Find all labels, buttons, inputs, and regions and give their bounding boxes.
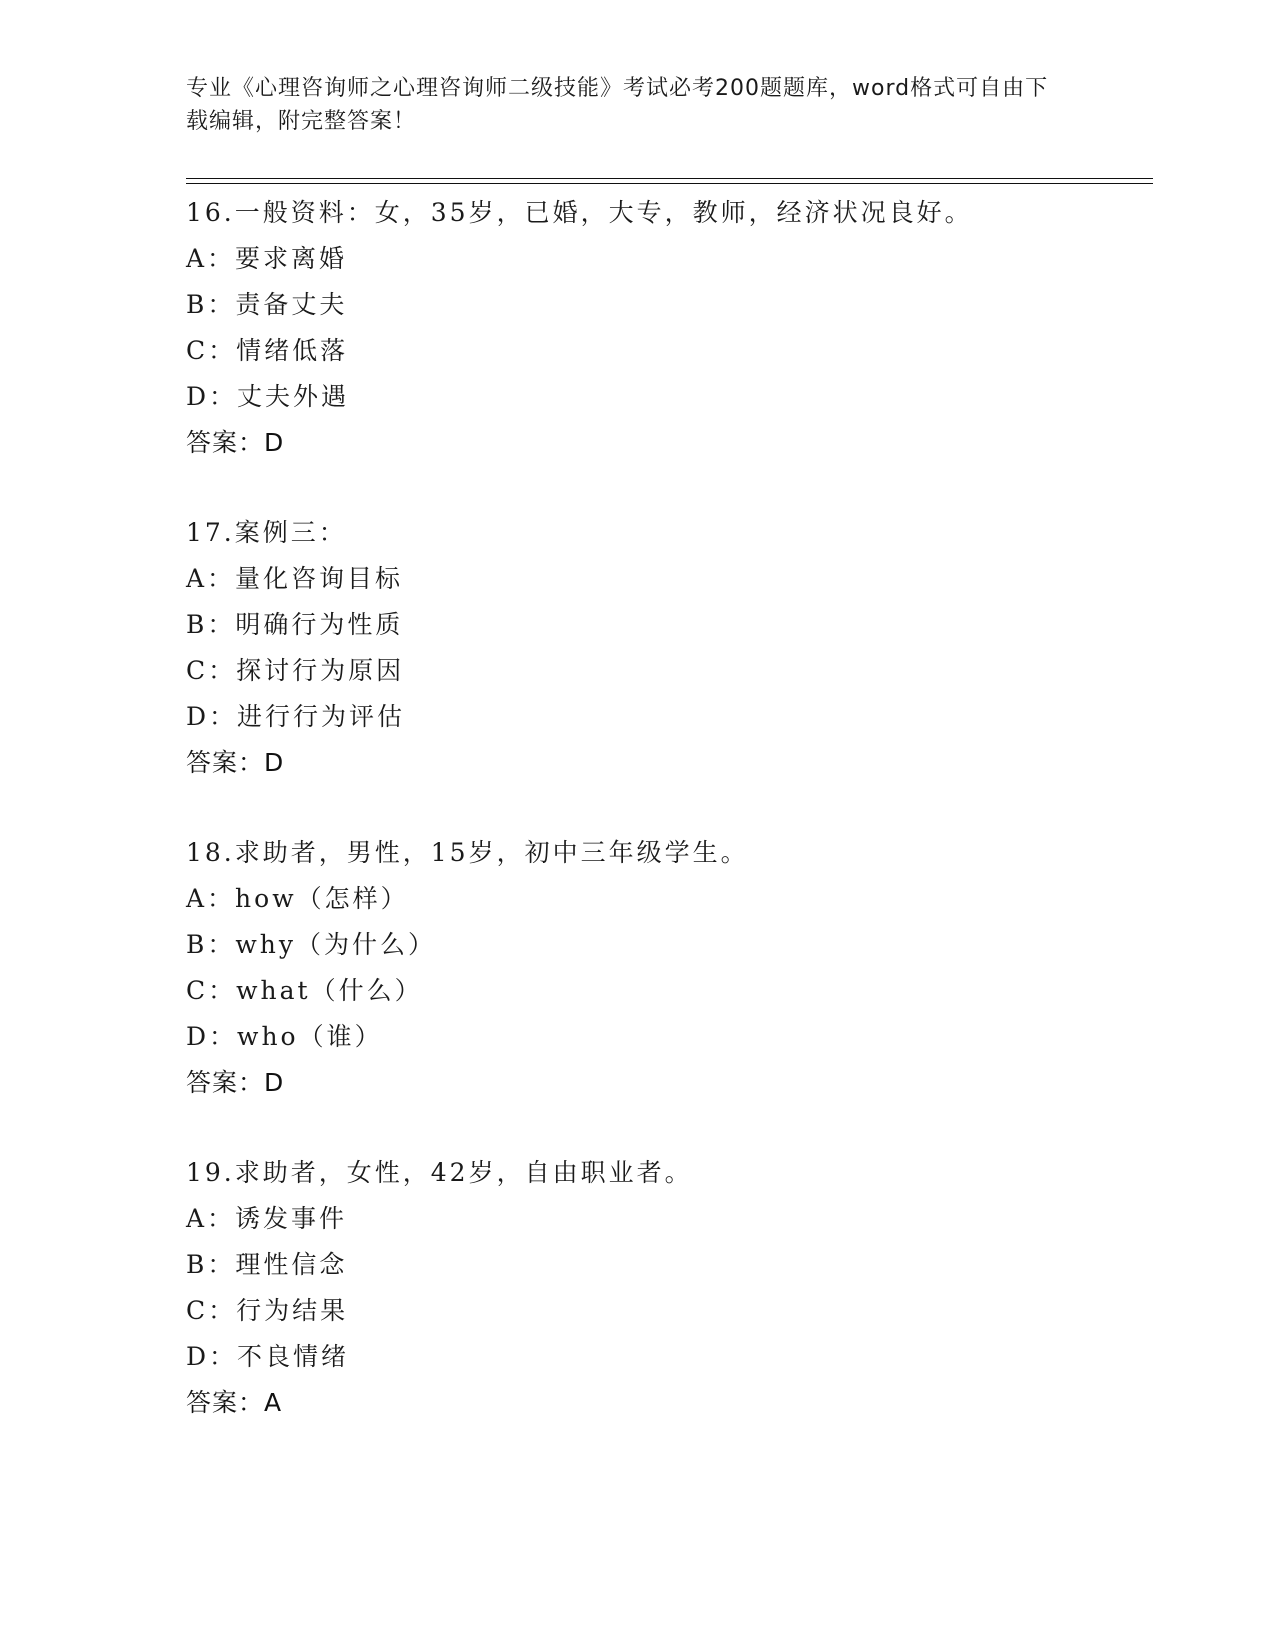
option-d: D：进行行为评估: [186, 702, 406, 731]
option-b: B：理性信念: [186, 1250, 348, 1279]
option-d: D：不良情绪: [186, 1342, 350, 1371]
option-b: B：责备丈夫: [186, 290, 348, 319]
question-stem: 16.一般资料：女，35岁，已婚，大专，教师，经济状况良好。: [186, 198, 973, 227]
document-header: 专业《心理咨询师之心理咨询师二级技能》考试必考200题题库，word格式可自由下载编辑，附完整答案！: [186, 76, 1049, 134]
option-d: D：丈夫外遇: [186, 382, 350, 411]
option-c: C：情绪低落: [186, 336, 349, 365]
header-divider-bottom: [186, 183, 1153, 184]
option-c: C：探讨行为原因: [186, 656, 405, 685]
option-a: A：诱发事件: [186, 1204, 348, 1233]
answer-line: 答案：D: [186, 428, 285, 457]
answer-line: 答案：D: [186, 748, 285, 777]
answer-line: 答案：D: [186, 1068, 285, 1097]
option-c: C：what（什么）: [186, 976, 423, 1005]
question-stem: 18.求助者，男性，15岁，初中三年级学生。: [186, 838, 749, 867]
option-b: B：明确行为性质: [186, 610, 404, 639]
question-17: [186, 510, 1146, 786]
question-stem: 17.案例三：: [186, 518, 347, 547]
answer-line: 答案：A: [186, 1388, 283, 1417]
header-divider-top: [186, 178, 1153, 179]
option-d: D：who（谁）: [186, 1022, 383, 1051]
question-stem: 19.求助者，女性，42岁，自由职业者。: [186, 1158, 693, 1187]
option-a: A：要求离婚: [186, 244, 348, 273]
question-16: [186, 190, 1146, 466]
option-a: A：量化咨询目标: [186, 564, 404, 593]
option-c: C：行为结果: [186, 1296, 349, 1325]
question-19: [186, 1150, 1146, 1426]
option-a: A：how（怎样）: [186, 884, 409, 913]
question-18: [186, 830, 1146, 1106]
option-b: B：why（为什么）: [186, 930, 436, 959]
